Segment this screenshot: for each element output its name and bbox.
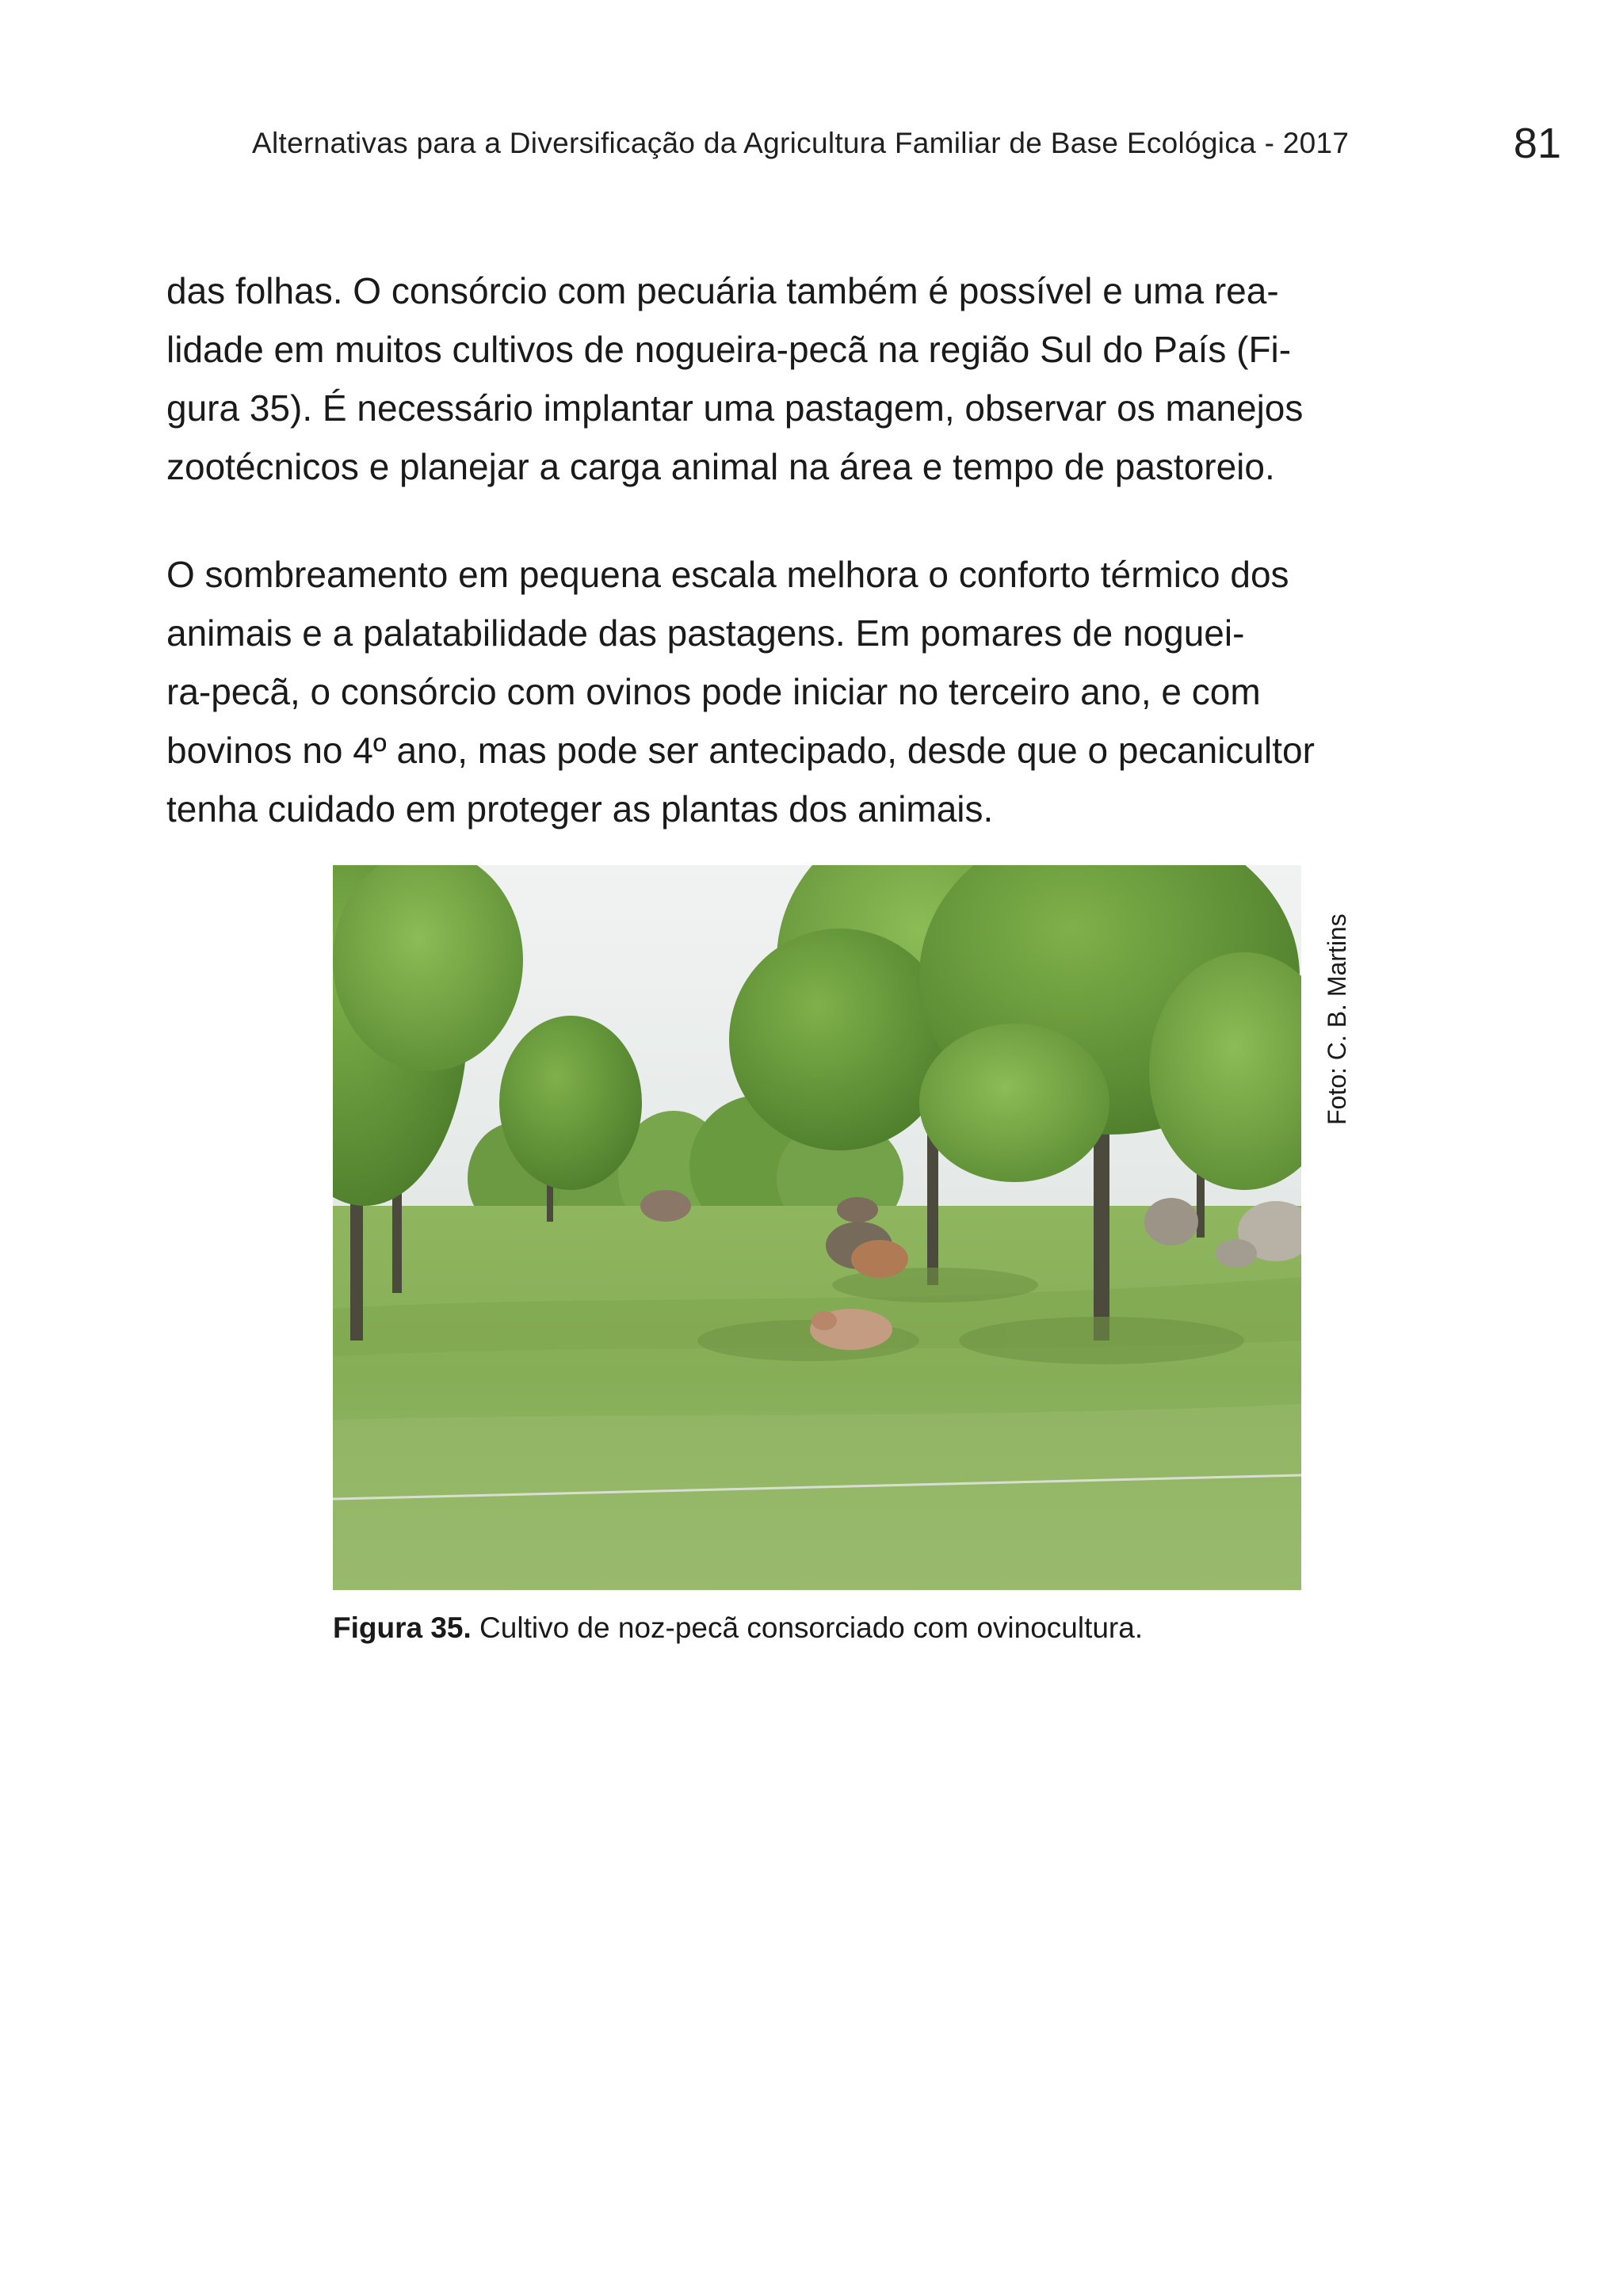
- figure-caption-text: Cultivo de noz-pecã consorciado com ovinocultura.: [471, 1611, 1144, 1644]
- paragraph-line: das folhas. O consórcio com pecuária também é possível e uma rea-: [166, 270, 1279, 311]
- paragraph-line: animais e a palatabilidade das pastagens. Em pomares de noguei-: [166, 612, 1245, 654]
- paragraph-1: [166, 261, 1466, 496]
- paragraph-line: bovinos no 4º ano, mas pode ser antecipado, desde que o pecanicultor: [166, 730, 1315, 771]
- figure-photo-pecan-orchard: [333, 865, 1301, 1590]
- paragraph-line: O sombreamento em pequena escala melhora o conforto térmico dos: [166, 554, 1289, 595]
- paragraph-line: lidade em muitos cultivos de nogueira-pecã na região Sul do País (Fi-: [166, 329, 1292, 370]
- figure-caption-label: Figura 35.: [333, 1611, 472, 1644]
- photo-credit: Foto: C. B. Martins: [1323, 913, 1351, 1125]
- page-number: 81: [1513, 120, 1561, 167]
- paragraph-line: ra-pecã, o consórcio com ovinos pode iniciar no terceiro ano, e com: [166, 671, 1261, 712]
- paragraph-line: gura 35). É necessário implantar uma pastagem, observar os manejos: [166, 387, 1304, 429]
- running-header: Alternativas para a Diversificação da Agricultura Familiar de Base Ecológica - 2017: [252, 127, 1350, 159]
- figure-caption: [333, 1611, 1143, 1645]
- paragraph-2: [166, 545, 1466, 838]
- paragraph-line: zootécnicos e planejar a carga animal na área e tempo de pastoreio.: [166, 446, 1275, 487]
- orchard-photo-illustration: [333, 865, 1301, 1590]
- paragraph-line: tenha cuidado em proteger as plantas dos animais.: [166, 788, 994, 830]
